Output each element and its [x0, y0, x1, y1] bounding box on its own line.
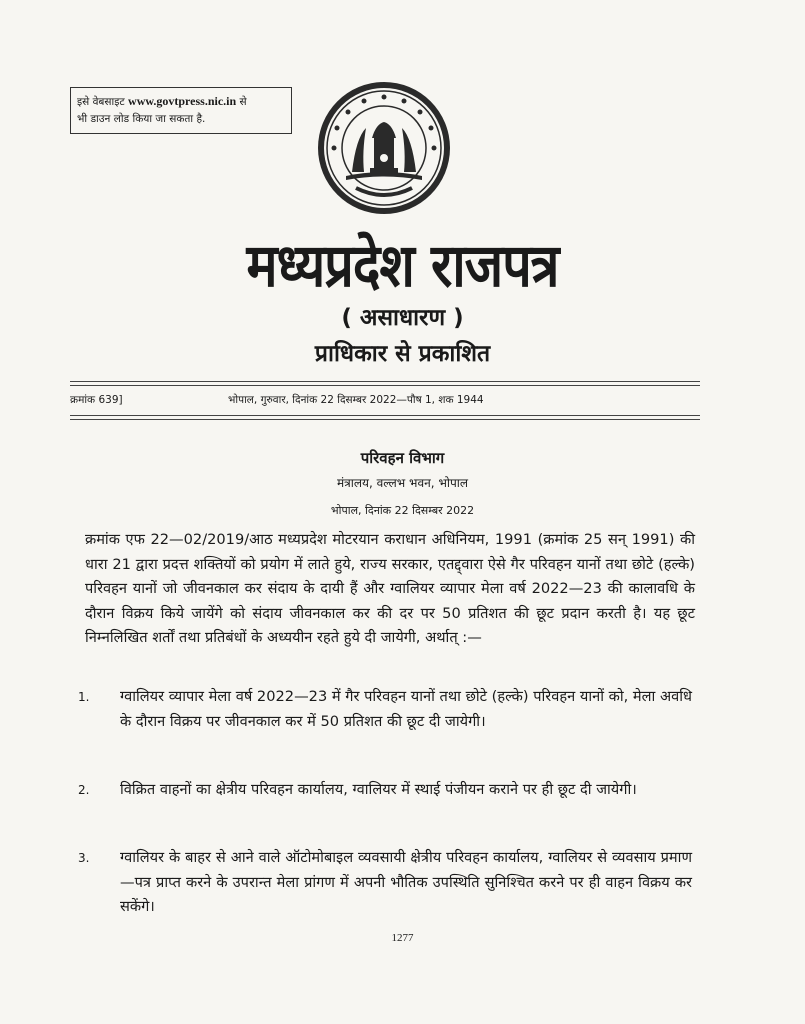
condition-text: ग्वालियर व्यापार मेला वर्ष 2022—23 में गैर परिवहन यानों तथा छोटे (हल्के) परिवहन यानों को, मेला अवधि के दौरान विक्रय पर जीवनकाल कर में 50 प्रतिशत की छूट दी जायेगी। [120, 688, 692, 730]
issue-number: क्रमांक 639] [70, 394, 123, 406]
masthead-rule-bottom-inner [70, 419, 700, 420]
website-notice [70, 87, 292, 134]
masthead-rule-top [70, 381, 700, 382]
page-number: 1277 [391, 932, 414, 944]
notice-suffix: से [239, 96, 247, 108]
condition-text: ग्वालियर के बाहर से आने वाले ऑटोमोबाइल व्यवसायी क्षेत्रीय परिवहन कार्यालय, ग्वालियर से व्यवसाय प्रमाण—पत्र प्राप्त करने के उपरान्त मेला प्रांगण में अपनी भौतिक उपस्थिति सुनिश्चित करने पर ही वाहन विक्रय कर सकेंगे। [120, 849, 692, 916]
notice-line2: भी डाउन लोड किया जा सकता है. [77, 113, 206, 125]
notification-date: भोपाल, दिनांक 22 दिसम्बर 2022 [330, 504, 475, 517]
notification-preamble: क्रमांक एफ 22—02/2019/आठ मध्यप्रदेश मोटरयान कराधान अधिनियम, 1991 (क्रमांक 25 सन् 1991) की धारा 21 द्वारा प्रदत्त शक्तियों को प्रयोग में लाते हुये, राज्य सरकार, एतद्द्वारा ऐसे गैर परिवहन यानों तथा छोटे (हल्के) परिवहन यानों जो जीवनकाल कर संदाय के दायी हैं और ग्वालियर व्यापार मेला वर्ष 2022—23 की कालावधि के दौरान विक्रय किये जायेंगे को संदाय जीवनकाल कर की दर पर 50 प्रतिशत की छूट प्रदान करती है। यह छूट निम्नलिखित शर्तों तथा प्रतिबंधों के अध्ययीन रहते हुये दी जायेगी, अर्थात् :— [85, 531, 695, 647]
issue-dateline: भोपाल, गुरुवार, दिनांक 22 दिसम्बर 2022—पौष 1, शक 1944 [228, 394, 484, 406]
state-emblem-icon [316, 80, 452, 216]
masthead-rule-bottom [70, 415, 700, 416]
condition-number: 2. [78, 783, 90, 797]
gazette-title: मध्यप्रदेश राजपत्र [246, 231, 559, 301]
condition-number: 1. [78, 690, 90, 704]
gazette-subtitle: ( असाधारण ) [341, 305, 464, 331]
department-name: परिवहन विभाग [360, 449, 445, 467]
masthead-rule-top-inner [70, 385, 700, 386]
gazette-authority: प्राधिकार से प्रकाशित [314, 341, 491, 367]
condition-text: विक्रित वाहनों का क्षेत्रीय परिवहन कार्यालय, ग्वालियर में स्थाई पंजीयन कराने पर ही छूट दी जायेगी। [120, 781, 637, 798]
notice-prefix: इसे वेबसाइट [77, 96, 125, 108]
condition-number: 3. [78, 851, 90, 865]
department-address: मंत्रालय, वल्लभ भवन, भोपाल [336, 476, 469, 490]
notice-url: www.govtpress.nic.in [128, 94, 237, 108]
